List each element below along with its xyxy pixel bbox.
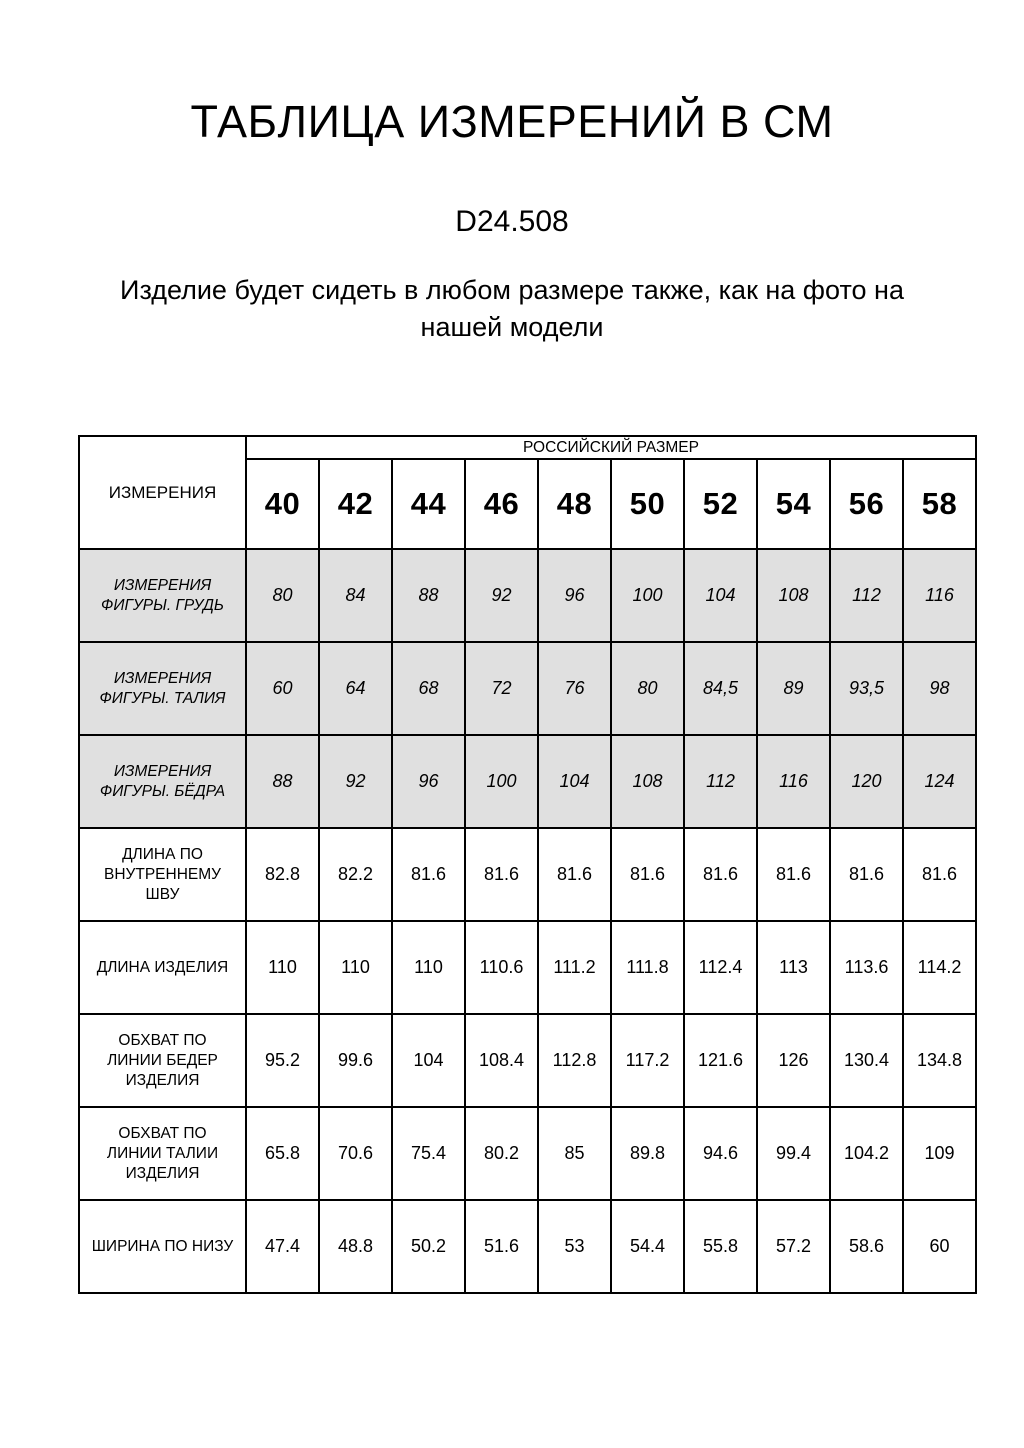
- row-label: ИЗМЕРЕНИЯ ФИГУРЫ. БЁДРА: [79, 735, 246, 828]
- value-cell: 92: [319, 735, 392, 828]
- group-header-row: [79, 436, 976, 459]
- table-row: [79, 549, 976, 642]
- row-label: ОБХВАТ ПО ЛИНИИ ТАЛИИ ИЗДЕЛИЯ: [79, 1107, 246, 1200]
- value-cell: 51.6: [465, 1200, 538, 1293]
- row-label: ДЛИНА ПО ВНУТРЕННЕМУ ШВУ: [79, 828, 246, 921]
- value-cell: 81.6: [465, 828, 538, 921]
- value-cell: 53: [538, 1200, 611, 1293]
- russian-size-group-header: РОССИЙСКИЙ РАЗМЕР: [246, 436, 976, 459]
- value-cell: 116: [903, 549, 976, 642]
- value-cell: 116: [757, 735, 830, 828]
- value-cell: 95.2: [246, 1014, 319, 1107]
- value-cell: 110: [319, 921, 392, 1014]
- value-cell: 110.6: [465, 921, 538, 1014]
- value-cell: 50.2: [392, 1200, 465, 1293]
- value-cell: 108.4: [465, 1014, 538, 1107]
- value-cell: 104.2: [830, 1107, 903, 1200]
- value-cell: 110: [392, 921, 465, 1014]
- value-cell: 81.6: [684, 828, 757, 921]
- value-cell: 81.6: [611, 828, 684, 921]
- value-cell: 84: [319, 549, 392, 642]
- value-cell: 70.6: [319, 1107, 392, 1200]
- value-cell: 96: [538, 549, 611, 642]
- value-cell: 80: [246, 549, 319, 642]
- value-cell: 54.4: [611, 1200, 684, 1293]
- value-cell: 47.4: [246, 1200, 319, 1293]
- row-label: ДЛИНА ИЗДЕЛИЯ: [79, 921, 246, 1014]
- row-label: ИЗМЕРЕНИЯ ФИГУРЫ. ГРУДЬ: [79, 549, 246, 642]
- value-cell: 104: [538, 735, 611, 828]
- row-label: ОБХВАТ ПО ЛИНИИ БЕДЕР ИЗДЕЛИЯ: [79, 1014, 246, 1107]
- value-cell: 89: [757, 642, 830, 735]
- row-label: ШИРИНА ПО НИЗУ: [79, 1200, 246, 1293]
- size-column-header: 58: [903, 459, 976, 549]
- value-cell: 111.2: [538, 921, 611, 1014]
- value-cell: 117.2: [611, 1014, 684, 1107]
- size-column-header: 42: [319, 459, 392, 549]
- value-cell: 98: [903, 642, 976, 735]
- value-cell: 60: [903, 1200, 976, 1293]
- value-cell: 124: [903, 735, 976, 828]
- value-cell: 58.6: [830, 1200, 903, 1293]
- value-cell: 76: [538, 642, 611, 735]
- row-label: ИЗМЕРЕНИЯ ФИГУРЫ. ТАЛИЯ: [79, 642, 246, 735]
- value-cell: 80.2: [465, 1107, 538, 1200]
- size-column-header: 56: [830, 459, 903, 549]
- value-cell: 81.6: [830, 828, 903, 921]
- value-cell: 121.6: [684, 1014, 757, 1107]
- value-cell: 112.4: [684, 921, 757, 1014]
- table-row: [79, 1107, 976, 1200]
- value-cell: 104: [392, 1014, 465, 1107]
- value-cell: 126: [757, 1014, 830, 1107]
- size-column-header: 40: [246, 459, 319, 549]
- size-column-header: 50: [611, 459, 684, 549]
- value-cell: 93,5: [830, 642, 903, 735]
- size-column-header: 44: [392, 459, 465, 549]
- value-cell: 75.4: [392, 1107, 465, 1200]
- measurements-corner-label: ИЗМЕРЕНИЯ: [79, 436, 246, 549]
- table-row: [79, 642, 976, 735]
- value-cell: 99.4: [757, 1107, 830, 1200]
- size-column-header: 54: [757, 459, 830, 549]
- value-cell: 81.6: [392, 828, 465, 921]
- value-cell: 92: [465, 549, 538, 642]
- value-cell: 120: [830, 735, 903, 828]
- value-cell: 108: [611, 735, 684, 828]
- value-cell: 110: [246, 921, 319, 1014]
- size-column-header: 48: [538, 459, 611, 549]
- value-cell: 84,5: [684, 642, 757, 735]
- table-row: [79, 828, 976, 921]
- value-cell: 57.2: [757, 1200, 830, 1293]
- fit-note: Изделие будет сидеть в любом размере также, как на фото на нашей модели: [120, 275, 904, 342]
- table-row: [79, 735, 976, 828]
- value-cell: 48.8: [319, 1200, 392, 1293]
- value-cell: 81.6: [757, 828, 830, 921]
- value-cell: 81.6: [538, 828, 611, 921]
- size-column-header: 52: [684, 459, 757, 549]
- value-cell: 99.6: [319, 1014, 392, 1107]
- value-cell: 134.8: [903, 1014, 976, 1107]
- value-cell: 85: [538, 1107, 611, 1200]
- value-cell: 60: [246, 642, 319, 735]
- value-cell: 104: [684, 549, 757, 642]
- value-cell: 111.8: [611, 921, 684, 1014]
- value-cell: 81.6: [903, 828, 976, 921]
- value-cell: 89.8: [611, 1107, 684, 1200]
- value-cell: 96: [392, 735, 465, 828]
- table-row: [79, 921, 976, 1014]
- size-column-header: 46: [465, 459, 538, 549]
- value-cell: 55.8: [684, 1200, 757, 1293]
- value-cell: 72: [465, 642, 538, 735]
- table-row: [79, 1200, 976, 1293]
- value-cell: 114.2: [903, 921, 976, 1014]
- value-cell: 112: [830, 549, 903, 642]
- article-number: D24.508: [455, 205, 569, 238]
- size-table: [78, 435, 977, 1294]
- value-cell: 113: [757, 921, 830, 1014]
- value-cell: 130.4: [830, 1014, 903, 1107]
- value-cell: 68: [392, 642, 465, 735]
- value-cell: 113.6: [830, 921, 903, 1014]
- page-title: ТАБЛИЦА ИЗМЕРЕНИЙ В СМ: [190, 96, 834, 147]
- value-cell: 100: [465, 735, 538, 828]
- value-cell: 88: [246, 735, 319, 828]
- value-cell: 82.2: [319, 828, 392, 921]
- value-cell: 80: [611, 642, 684, 735]
- value-cell: 112: [684, 735, 757, 828]
- value-cell: 64: [319, 642, 392, 735]
- value-cell: 65.8: [246, 1107, 319, 1200]
- value-cell: 112.8: [538, 1014, 611, 1107]
- value-cell: 109: [903, 1107, 976, 1200]
- value-cell: 94.6: [684, 1107, 757, 1200]
- value-cell: 88: [392, 549, 465, 642]
- value-cell: 82.8: [246, 828, 319, 921]
- value-cell: 100: [611, 549, 684, 642]
- table-row: [79, 1014, 976, 1107]
- value-cell: 108: [757, 549, 830, 642]
